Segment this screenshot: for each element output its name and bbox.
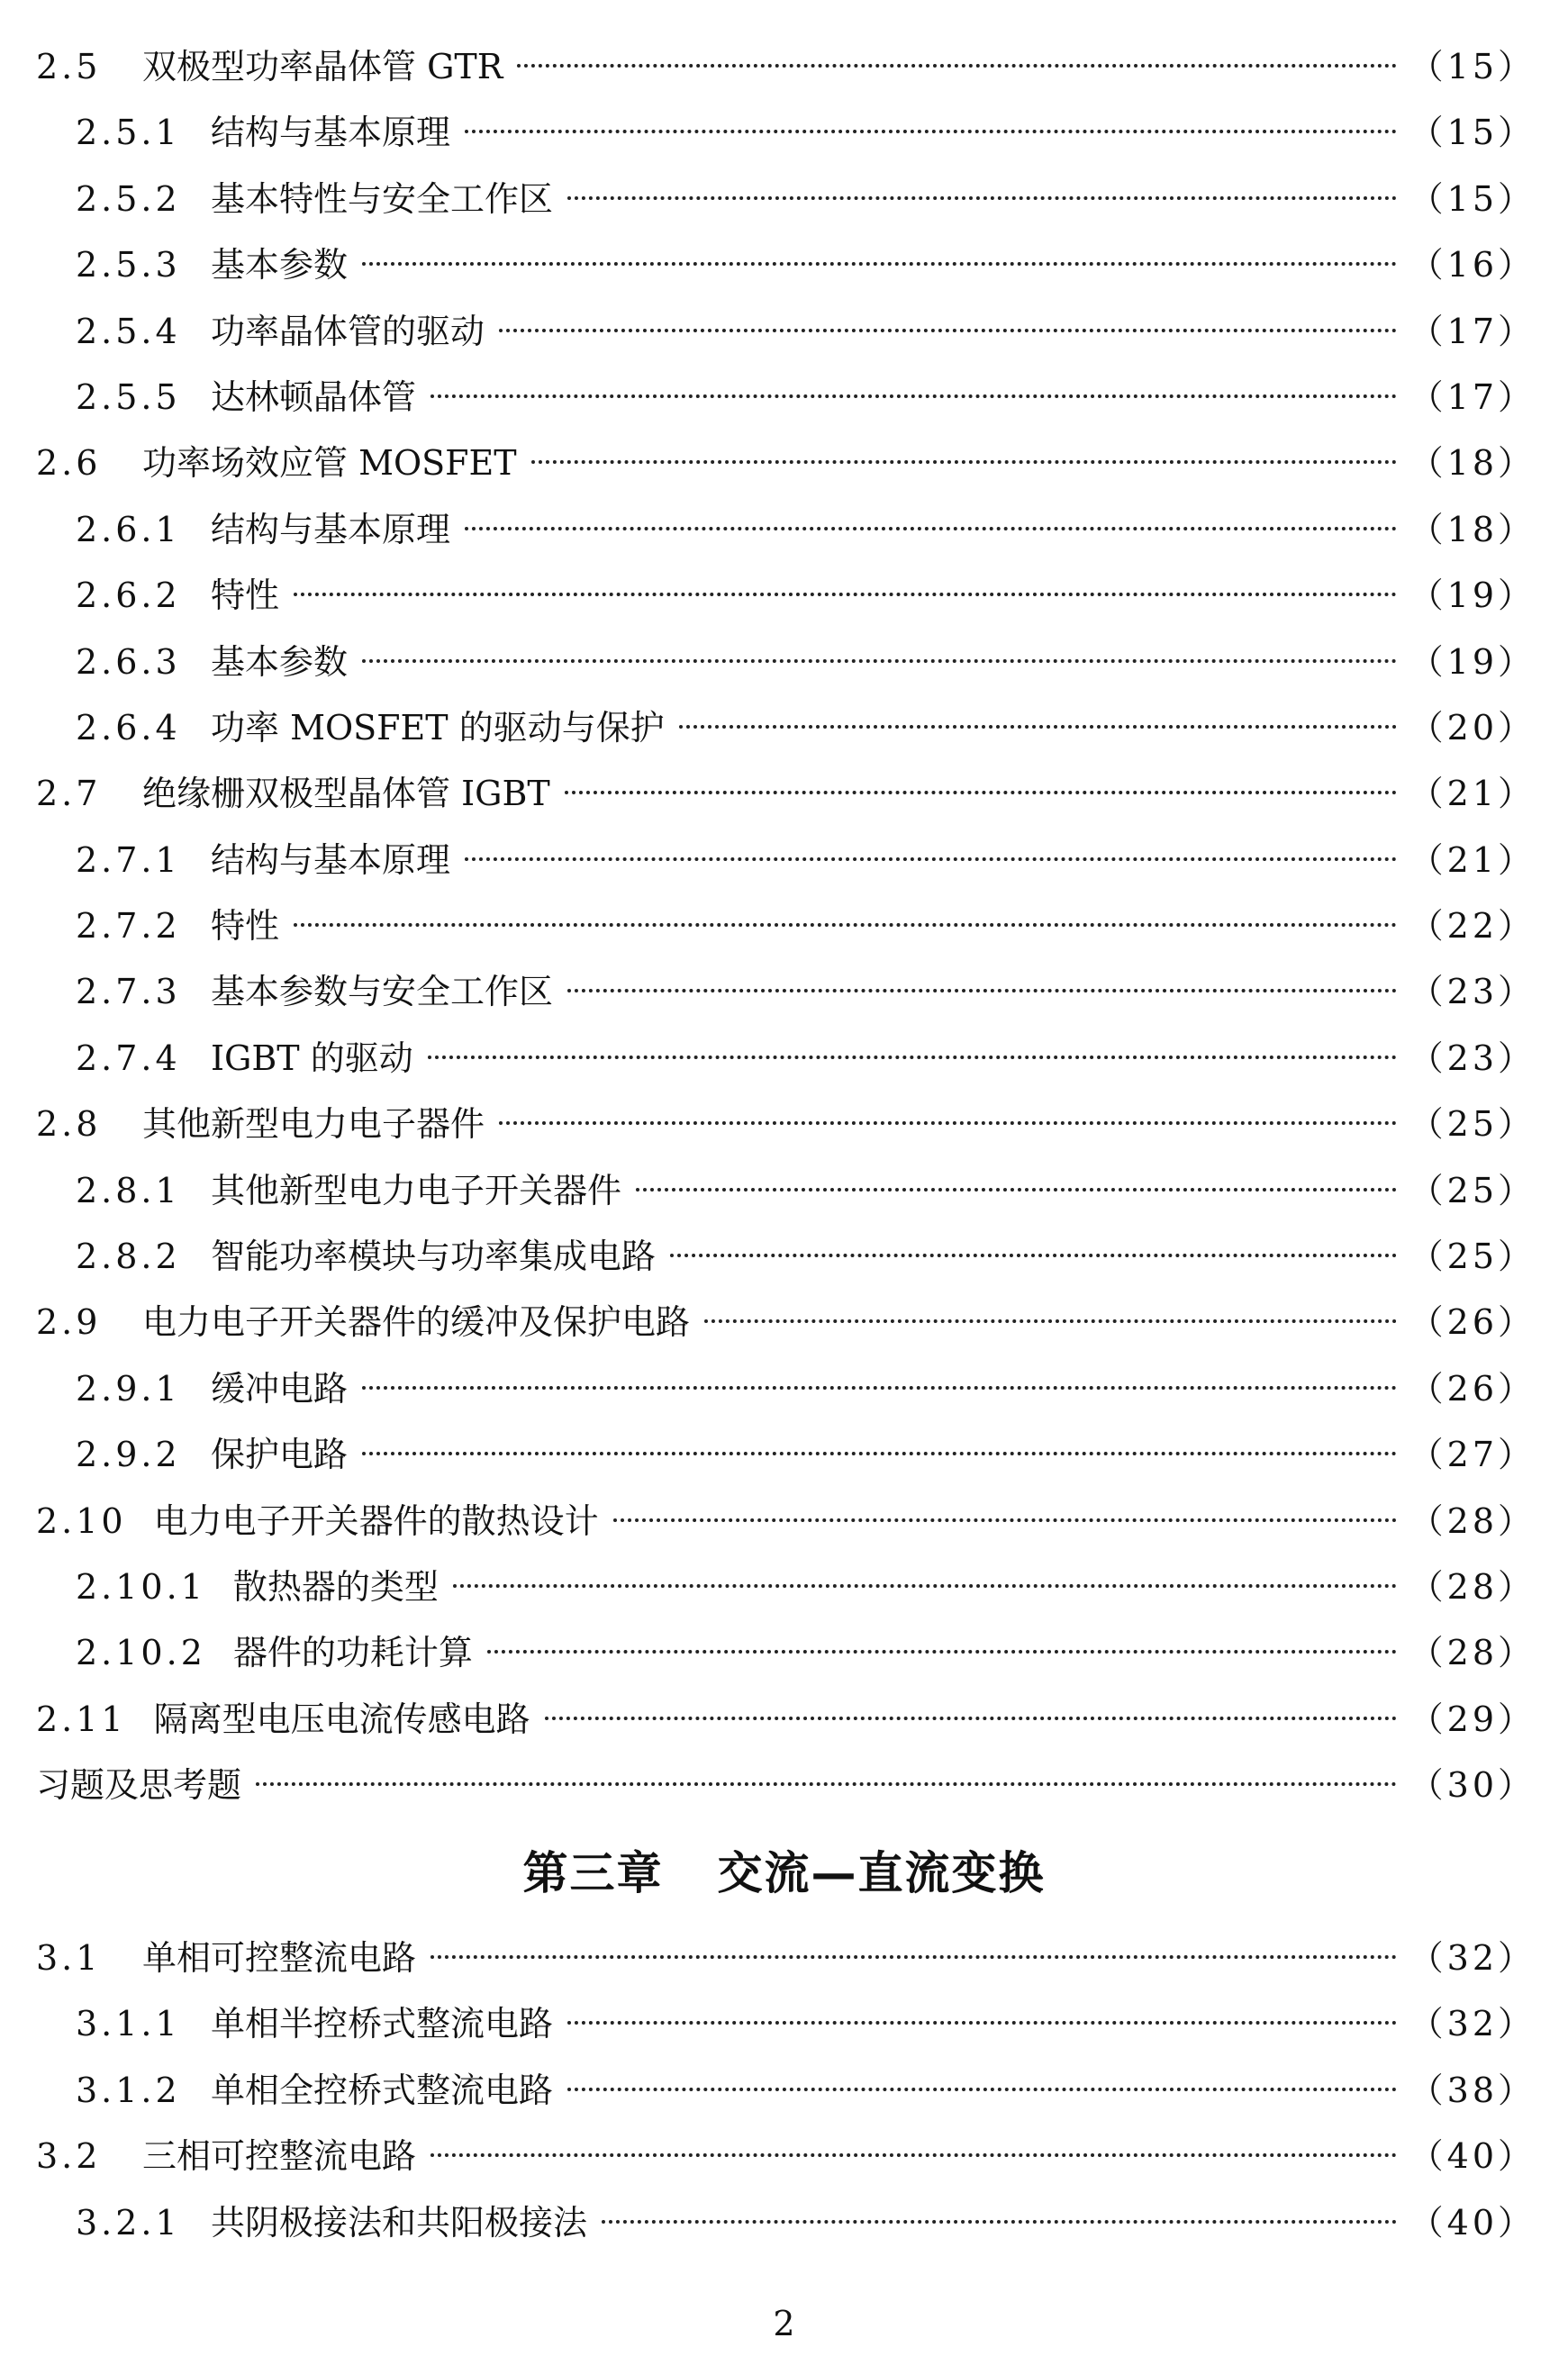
toc-entry-title: 其他新型电力电子器件 [142, 1104, 485, 1145]
dot-leader [428, 1056, 1397, 1059]
toc-entry-title: 单相可控整流电路 [142, 1938, 417, 1978]
toc-chapter-3-list [36, 1926, 1536, 2256]
dot-leader [431, 2153, 1397, 2157]
toc-entry-title: 基本特性与安全工作区 [211, 178, 554, 219]
toc-entry-title: 绝缘栅双极型晶体管 IGBT [142, 774, 550, 814]
toc-entry-page: （32） [1409, 1938, 1536, 1978]
toc-entry-number: 2.5 [36, 47, 102, 86]
dot-leader [499, 329, 1397, 332]
toc-entry-number: 2.8 [36, 1104, 102, 1145]
toc-entry-page: （26） [1409, 1302, 1536, 1343]
toc-entry-page: （19） [1409, 575, 1536, 616]
toc-entry-number: 3.1 [36, 1938, 102, 1978]
dot-leader [431, 394, 1397, 398]
page-number: 2 [773, 2304, 795, 2343]
toc-entry-number: 2.6 [36, 443, 102, 484]
toc-entry [36, 299, 1536, 365]
toc-entry [36, 232, 1536, 298]
toc-entry-number: 3.2.1 [76, 2202, 181, 2243]
toc-entry-number: 2.6.2 [76, 575, 181, 616]
dot-leader [465, 130, 1397, 133]
toc-entry [36, 959, 1536, 1025]
dot-leader [362, 659, 1397, 663]
toc-entry-page: （30） [1409, 1765, 1536, 1806]
toc-entry-title: 电力电子开关器件的缓冲及保护电路 [142, 1302, 691, 1343]
toc-entry [36, 2190, 1536, 2256]
toc-entry-number: 2.7.2 [76, 906, 181, 947]
toc-entry-title: 结构与基本原理 [211, 839, 451, 880]
chapter-heading [0, 1837, 1568, 1902]
toc-entry [36, 1554, 1536, 1620]
toc-entry-title: 功率晶体管的驱动 [211, 311, 485, 351]
toc-entry-number: 2.8.2 [76, 1237, 181, 1277]
toc-entry-number: 2.10.2 [76, 1633, 206, 1673]
dot-leader [704, 1319, 1397, 1323]
toc-entry-number: 2.11 [36, 1699, 127, 1739]
toc-entry-page: （23） [1409, 972, 1536, 1012]
toc-entry-number: 2.8.1 [76, 1170, 181, 1210]
dot-leader [679, 725, 1397, 729]
toc-entry-page: （40） [1409, 2136, 1536, 2177]
dot-leader [670, 1254, 1397, 1257]
toc-entry-page: （17） [1409, 376, 1536, 417]
toc-entry-title: 散热器的类型 [232, 1566, 439, 1607]
toc-entry [36, 1489, 1536, 1554]
dot-leader [362, 1452, 1397, 1455]
toc-entry-number: 2.5.3 [76, 245, 181, 285]
toc-entry-title: 基本参数 [211, 245, 349, 285]
toc-entry-page: （16） [1409, 245, 1536, 285]
dot-leader [613, 1518, 1397, 1522]
dot-leader [567, 196, 1397, 200]
dot-leader [431, 1955, 1397, 1959]
toc-entry-number: 3.1.1 [76, 2004, 181, 2044]
toc-entry-number: 2.5.5 [76, 376, 181, 417]
toc-entry-number: 2.6.1 [76, 509, 181, 549]
toc-entry-page: （22） [1409, 906, 1536, 947]
toc-entry-number: 2.5.2 [76, 178, 181, 219]
toc-entry [36, 1224, 1536, 1290]
toc-entry-title: 单相全控桥式整流电路 [211, 2070, 554, 2110]
dot-leader [602, 2220, 1397, 2224]
toc-entry [36, 2124, 1536, 2189]
dot-leader [465, 527, 1397, 530]
toc-entry-title: 器件的功耗计算 [232, 1633, 473, 1673]
toc-entry [36, 828, 1536, 893]
toc-entry-page: （15） [1409, 178, 1536, 219]
toc-entry-title: 基本参数与安全工作区 [211, 972, 554, 1012]
dot-leader [453, 1584, 1397, 1588]
toc-entry [36, 1991, 1536, 2057]
toc-entry-page: （29） [1409, 1699, 1536, 1739]
chapter-title: 交流—直流变换 [717, 1847, 1046, 1899]
toc-entry-page: （28） [1409, 1633, 1536, 1673]
toc-entry [36, 100, 1536, 166]
dot-leader [565, 791, 1397, 794]
toc-entry-title: 智能功率模块与功率集成电路 [211, 1237, 657, 1277]
toc-entry-title: 隔离型电压电流传感电路 [153, 1699, 530, 1739]
toc-entry-page: （40） [1409, 2202, 1536, 2243]
toc-entry-title: 三相可控整流电路 [142, 2136, 417, 2177]
toc-entry-title: IGBT 的驱动 [211, 1038, 413, 1078]
toc-entry-page: （25） [1409, 1170, 1536, 1210]
toc-entry-page: （27） [1409, 1435, 1536, 1475]
toc-entry-page: （32） [1409, 2004, 1536, 2044]
toc-entry [36, 1926, 1536, 1991]
toc-entry [36, 1092, 1536, 1157]
toc-entry [36, 497, 1536, 563]
dot-leader [567, 2021, 1397, 2025]
toc-entry-title: 结构与基本原理 [211, 113, 451, 153]
toc-entry-number: 2.7 [36, 774, 102, 814]
toc-entry [36, 761, 1536, 827]
toc-entry-number: 2.5.1 [76, 113, 181, 153]
toc-entry-page: （25） [1409, 1104, 1536, 1145]
dot-leader [499, 1121, 1397, 1125]
toc-entry-number: 2.9.2 [76, 1435, 181, 1475]
toc-entry-title: 缓冲电路 [211, 1368, 349, 1409]
toc-entry-title: 单相半控桥式整流电路 [211, 2004, 554, 2044]
toc-chapter-2-list [36, 34, 1536, 1819]
toc-entry-number: 2.6.4 [76, 707, 181, 748]
toc-entry-page: （25） [1409, 1237, 1536, 1277]
toc-entry-number: 2.6.3 [76, 641, 181, 682]
toc-entry-page: （21） [1409, 839, 1536, 880]
toc-entry-number: 3.1.2 [76, 2070, 181, 2110]
toc-entry-number: 2.10 [36, 1500, 127, 1541]
toc-entry-title: 功率场效应管 MOSFET [142, 443, 517, 484]
toc-entry [36, 630, 1536, 695]
toc-entry [36, 1753, 1536, 1818]
toc-entry-page: （28） [1409, 1500, 1536, 1541]
dot-leader [362, 1386, 1397, 1390]
toc-entry-title: 双极型功率晶体管 GTR [142, 47, 503, 86]
toc-entry [36, 1422, 1536, 1488]
toc-entry-number: 2.9 [36, 1302, 102, 1343]
dot-leader [256, 1782, 1397, 1786]
dot-leader [545, 1717, 1397, 1720]
toc-entry-title: 电力电子开关器件的散热设计 [153, 1500, 599, 1541]
toc-entry-title: 功率 MOSFET 的驱动与保护 [211, 707, 665, 748]
toc-entry-title: 保护电路 [211, 1435, 349, 1475]
toc-entry-page: （18） [1409, 443, 1536, 484]
dot-leader [294, 593, 1397, 596]
toc-entry [36, 563, 1536, 629]
toc-entry-number: 2.10.1 [76, 1566, 206, 1607]
toc-entry-page: （28） [1409, 1566, 1536, 1607]
toc-entry [36, 167, 1536, 232]
dot-leader [531, 460, 1397, 464]
dot-leader [567, 2088, 1397, 2091]
dot-leader [362, 262, 1397, 266]
toc-entry [36, 893, 1536, 959]
toc-entry-title: 特性 [211, 906, 280, 947]
toc-entry-page: （17） [1409, 311, 1536, 351]
toc-entry-number: 3.2 [36, 2136, 102, 2177]
toc-entry-title: 特性 [211, 575, 280, 616]
toc-entry [36, 365, 1536, 430]
dot-leader [294, 923, 1397, 927]
toc-entry-number: 2.7.1 [76, 839, 181, 880]
toc-entry-page: （38） [1409, 2070, 1536, 2110]
toc-entry-title: 习题及思考题 [36, 1765, 242, 1806]
toc-entry-title: 共阴极接法和共阳极接法 [211, 2202, 588, 2243]
dot-leader [465, 857, 1397, 861]
toc-entry-page: （23） [1409, 1038, 1536, 1078]
toc-entry-title: 达林顿晶体管 [211, 376, 417, 417]
toc-entry [36, 1687, 1536, 1753]
toc-entry-page: （15） [1409, 47, 1536, 86]
toc-entry [36, 695, 1536, 761]
toc-entry [36, 1026, 1536, 1092]
toc-entry-number: 2.7.4 [76, 1038, 181, 1078]
toc-entry [36, 1356, 1536, 1422]
toc-entry [36, 34, 1536, 100]
toc-entry-page: （18） [1409, 509, 1536, 549]
dot-leader [567, 989, 1397, 992]
toc-entry-page: （21） [1409, 774, 1536, 814]
toc-entry-title: 基本参数 [211, 641, 349, 682]
toc-entry-number: 2.5.4 [76, 311, 181, 351]
dot-leader [517, 64, 1396, 68]
dot-leader [636, 1188, 1397, 1192]
toc-entry-page: （19） [1409, 641, 1536, 682]
toc-entry-title: 其他新型电力电子开关器件 [211, 1170, 622, 1210]
dot-leader [487, 1650, 1397, 1654]
toc-entry [36, 1290, 1536, 1355]
toc-entry-number: 2.7.3 [76, 972, 181, 1012]
toc-entry [36, 2058, 1536, 2124]
chapter-label: 第三章 [522, 1847, 664, 1899]
toc-entry-title: 结构与基本原理 [211, 509, 451, 549]
toc-entry [36, 1158, 1536, 1224]
toc-entry-number: 2.9.1 [76, 1368, 181, 1409]
toc-entry [36, 430, 1536, 496]
toc-entry-page: （26） [1409, 1368, 1536, 1409]
toc-entry [36, 1620, 1536, 1686]
toc-entry-page: （15） [1409, 113, 1536, 153]
toc-entry-page: （20） [1409, 707, 1536, 748]
